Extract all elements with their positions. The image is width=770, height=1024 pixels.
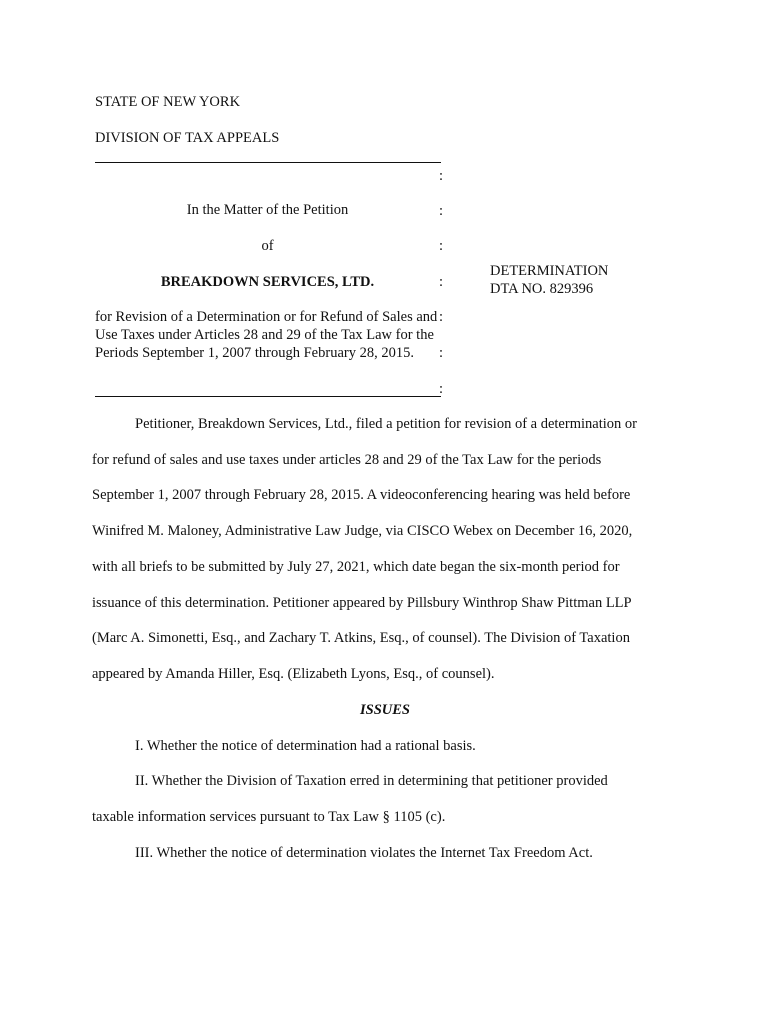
issue-item-continuation: taxable information services pursuant to Tax Law § 1105 (c).: [92, 809, 446, 825]
paragraph-line: Petitioner, Breakdown Services, Ltd., filed a petition for revision of a determination or: [135, 416, 637, 432]
state-heading: STATE OF NEW YORK: [95, 94, 241, 110]
caption-colon: :: [439, 309, 444, 325]
dta-number: DTA NO. 829396: [490, 281, 594, 297]
determination-label: DETERMINATION: [490, 263, 609, 279]
issue-item: III. Whether the notice of determination violates the Internet Tax Freedom Act.: [135, 845, 593, 861]
paragraph-line: appeared by Amanda Hiller, Esq. (Elizabeth Lyons, Esq., of counsel).: [92, 666, 495, 682]
caption-bottom-rule: [95, 396, 441, 397]
issue-item: II. Whether the Division of Taxation erred in determining that petitioner provided: [135, 773, 608, 789]
petitioner-name: BREAKDOWN SERVICES, LTD.: [160, 274, 375, 290]
caption-colon: :: [439, 203, 444, 219]
paragraph-line: issuance of this determination. Petitioner appeared by Pillsbury Winthrop Shaw Pittman LLP: [92, 595, 632, 611]
of-line: of: [261, 238, 274, 254]
caption-colon: :: [439, 238, 444, 254]
division-heading: DIVISION OF TAX APPEALS: [95, 130, 280, 146]
paragraph-line: Winifred M. Maloney, Administrative Law Judge, via CISCO Webex on December 16, 2020,: [92, 523, 633, 539]
caption-colon: :: [439, 381, 444, 397]
caption-top-rule: [95, 162, 441, 163]
petition-description: for Revision of a Determination or for Refund of Sales and Use Taxes under Articles 28 and 29 of the Tax Law for the Periods September 1, 2007 through February 28, 2015.: [95, 309, 438, 361]
paragraph-line: (Marc A. Simonetti, Esq., and Zachary T. Atkins, Esq., of counsel). The Division of Taxation: [92, 630, 630, 646]
caption-colon: :: [439, 345, 444, 361]
caption-colon: :: [439, 168, 444, 184]
in-the-matter-line: In the Matter of the Petition: [186, 202, 349, 218]
issue-item: I. Whether the notice of determination had a rational basis.: [135, 738, 476, 754]
issues-heading: ISSUES: [360, 702, 410, 718]
paragraph-line: September 1, 2007 through February 28, 2015. A videoconferencing hearing was held before: [92, 487, 631, 503]
paragraph-line: for refund of sales and use taxes under articles 28 and 29 of the Tax Law for the periods: [92, 452, 602, 468]
caption-colon: :: [439, 274, 444, 290]
paragraph-line: with all briefs to be submitted by July 27, 2021, which date began the six-month period for: [92, 559, 620, 575]
